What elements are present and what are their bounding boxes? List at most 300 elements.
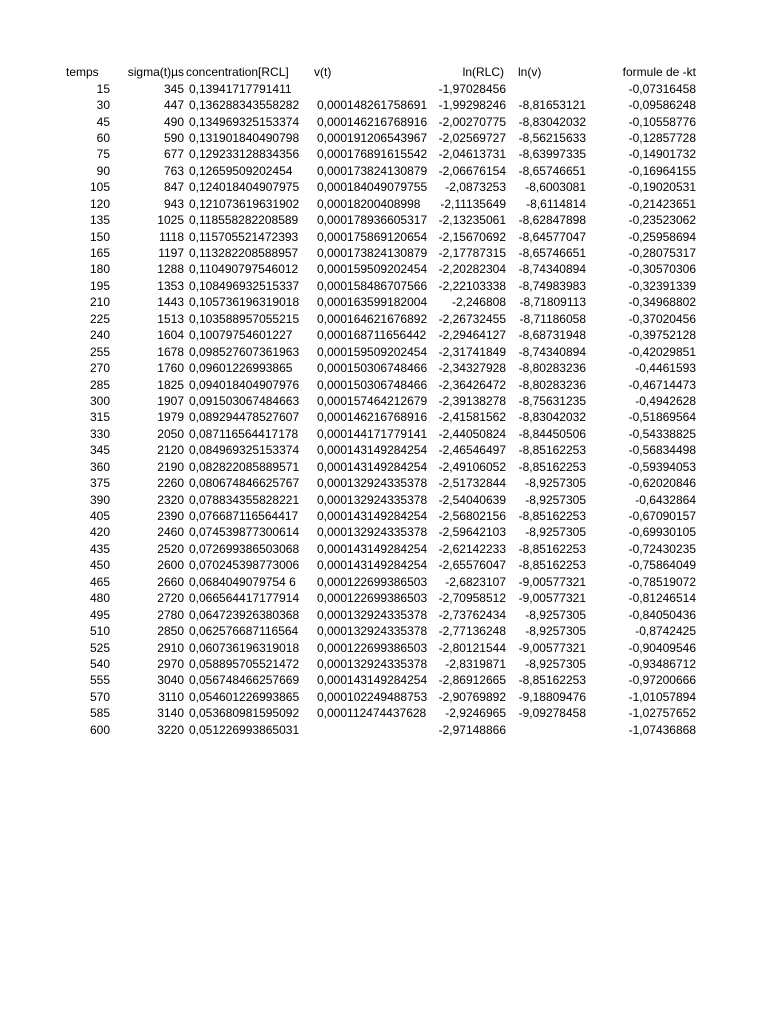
cell-concentration[interactable]: 0,078834355828221	[189, 492, 300, 507]
cell-temps[interactable]: 60	[96, 130, 110, 145]
cell-formula-kt[interactable]: -0,4461593	[635, 361, 696, 376]
cell-formula-kt[interactable]: -0,10558776	[628, 114, 696, 129]
cell-temps[interactable]: 360	[89, 459, 110, 474]
cell-velocity[interactable]: 0,000132924335378	[317, 476, 428, 491]
cell-sigma[interactable]: 2660	[157, 574, 184, 589]
cell-ln-rlc[interactable]: -2,49106052	[438, 459, 506, 474]
cell-ln-v[interactable]: -8,9257305	[525, 607, 586, 622]
cell-concentration[interactable]: 0,074539877300614	[189, 525, 300, 540]
cell-concentration[interactable]: 0,10079754601227	[189, 328, 293, 343]
cell-ln-v[interactable]: -8,6003081	[525, 180, 586, 195]
cell-temps[interactable]: 210	[89, 295, 110, 310]
cell-concentration[interactable]: 0,056748466257669	[189, 673, 300, 688]
cell-formula-kt[interactable]: -1,01057894	[628, 689, 696, 704]
cell-formula-kt[interactable]: -0,97200666	[628, 673, 696, 688]
cell-ln-rlc[interactable]: -2,02569727	[438, 130, 506, 145]
cell-temps[interactable]: 180	[89, 262, 110, 277]
cell-velocity[interactable]: 0,000163599182004	[317, 295, 428, 310]
cell-sigma[interactable]: 1288	[157, 262, 184, 277]
cell-velocity[interactable]: 0,000159509202454	[317, 262, 428, 277]
cell-sigma[interactable]: 490	[163, 114, 184, 129]
cell-velocity[interactable]: 0,000184049079755	[317, 180, 428, 195]
cell-velocity[interactable]: 0,000143149284254	[317, 673, 428, 688]
cell-ln-rlc[interactable]: -2,70958512	[438, 591, 506, 606]
cell-velocity[interactable]: 0,000173824130879	[317, 246, 428, 261]
cell-ln-v[interactable]: -8,85162253	[518, 509, 586, 524]
cell-sigma[interactable]: 1513	[157, 311, 184, 326]
header-concentration[interactable]: concentration[RCL]	[186, 65, 289, 80]
cell-ln-v[interactable]: -8,62847898	[518, 213, 586, 228]
cell-ln-v[interactable]: -8,9257305	[525, 525, 586, 540]
cell-velocity[interactable]: 0,000143149284254	[317, 509, 428, 524]
cell-ln-v[interactable]: -8,68731948	[518, 328, 586, 343]
cell-sigma[interactable]: 447	[163, 98, 184, 113]
cell-temps[interactable]: 600	[89, 722, 110, 737]
cell-concentration[interactable]: 0,080674846625767	[189, 476, 300, 491]
cell-formula-kt[interactable]: -0,42029851	[628, 344, 696, 359]
cell-velocity[interactable]: 0,000150306748466	[317, 361, 428, 376]
cell-ln-v[interactable]: -8,65746651	[518, 163, 586, 178]
spreadsheet-table	[60, 64, 698, 738]
cell-ln-rlc[interactable]: -2,59642103	[438, 525, 506, 540]
cell-temps[interactable]: 525	[89, 640, 110, 655]
cell-ln-rlc[interactable]: -2,80121544	[438, 640, 506, 655]
cell-concentration[interactable]: 0,110490797546012	[189, 262, 299, 277]
cell-ln-rlc[interactable]: -2,39138278	[438, 393, 506, 408]
cell-sigma[interactable]: 345	[163, 81, 184, 96]
cell-formula-kt[interactable]: -0,25958694	[628, 229, 696, 244]
cell-concentration[interactable]: 0,124018404907975	[189, 180, 300, 195]
cell-velocity[interactable]: 0,000191206543967	[317, 130, 428, 145]
cell-formula-kt[interactable]: -0,78519072	[628, 574, 696, 589]
cell-ln-rlc[interactable]: -2,86912665	[438, 673, 506, 688]
cell-ln-rlc[interactable]: -2,65576047	[438, 558, 506, 573]
cell-velocity[interactable]: 0,000150306748466	[317, 377, 428, 392]
cell-formula-kt[interactable]: -0,90409546	[628, 640, 696, 655]
cell-velocity[interactable]: 0,000144171779141	[317, 426, 428, 441]
cell-temps[interactable]: 90	[96, 163, 110, 178]
cell-concentration[interactable]: 0,087116564417178	[189, 426, 299, 441]
cell-temps[interactable]: 255	[89, 344, 110, 359]
cell-velocity[interactable]: 0,000157464212679	[317, 393, 428, 408]
cell-velocity[interactable]: 0,000132924335378	[317, 624, 428, 639]
cell-ln-v[interactable]	[508, 80, 588, 96]
cell-concentration[interactable]: 0,058895705521472	[189, 656, 300, 671]
header-ln-rlc[interactable]: ln(RLC)	[462, 65, 504, 80]
cell-velocity[interactable]: 0,000132924335378	[317, 525, 428, 540]
cell-formula-kt[interactable]: -0,19020531	[628, 180, 696, 195]
header-sigma[interactable]: sigma(t)µs	[127, 65, 184, 80]
cell-temps[interactable]: 270	[89, 361, 110, 376]
cell-temps[interactable]: 30	[96, 98, 110, 113]
cell-formula-kt[interactable]: -0,23523062	[628, 213, 696, 228]
cell-sigma[interactable]: 1678	[157, 344, 184, 359]
cell-ln-v[interactable]: -8,56215633	[518, 130, 586, 145]
cell-concentration[interactable]: 0,091503067484663	[189, 393, 300, 408]
cell-ln-v[interactable]: -8,71809113	[519, 295, 586, 310]
cell-sigma[interactable]: 2120	[157, 443, 184, 458]
cell-formula-kt[interactable]: -0,46714473	[628, 377, 696, 392]
cell-sigma[interactable]: 2720	[157, 591, 184, 606]
cell-ln-rlc[interactable]: -2,62142233	[438, 541, 506, 556]
header-temps[interactable]: temps	[66, 65, 99, 80]
table-row	[60, 393, 698, 409]
cell-sigma[interactable]: 2260	[157, 476, 184, 491]
cell-ln-v[interactable]: -9,09278458	[518, 706, 586, 721]
cell-ln-v[interactable]: -8,80283236	[518, 361, 586, 376]
cell-ln-rlc[interactable]: -1,97028456	[438, 81, 506, 96]
cell-ln-v[interactable]: -8,85162253	[518, 443, 586, 458]
cell-formula-kt[interactable]: -0,69930105	[628, 525, 696, 540]
cell-sigma[interactable]: 2780	[157, 607, 184, 622]
cell-formula-kt[interactable]: -0,6432864	[635, 492, 696, 507]
cell-ln-v[interactable]: -8,63997335	[518, 147, 586, 162]
cell-ln-rlc[interactable]: -2,77136248	[438, 624, 506, 639]
cell-ln-rlc[interactable]: -2,13235061	[438, 213, 506, 228]
cell-concentration[interactable]: 0,098527607361963	[189, 344, 300, 359]
cell-formula-kt[interactable]: -0,28075317	[628, 246, 696, 261]
cell-sigma[interactable]: 1825	[157, 377, 184, 392]
cell-concentration[interactable]: 0,070245398773006	[189, 558, 300, 573]
cell-ln-v[interactable]: -9,00577321	[518, 640, 586, 655]
cell-concentration[interactable]: 0,12659509202454	[189, 163, 293, 178]
cell-sigma[interactable]: 2190	[157, 459, 184, 474]
cell-sigma[interactable]: 3220	[157, 722, 184, 737]
cell-temps[interactable]: 225	[89, 311, 110, 326]
cell-ln-rlc[interactable]: -2,0873253	[445, 180, 506, 195]
cell-sigma[interactable]: 943	[163, 196, 184, 211]
cell-formula-kt[interactable]: -0,81246514	[628, 591, 696, 606]
cell-ln-rlc[interactable]: -2,04613731	[438, 147, 506, 162]
cell-ln-rlc[interactable]: -2,34327928	[438, 361, 506, 376]
cell-formula-kt[interactable]: -0,75864049	[628, 558, 696, 573]
cell-sigma[interactable]: 2970	[157, 656, 184, 671]
cell-temps[interactable]: 150	[89, 229, 110, 244]
cell-ln-rlc[interactable]: -2,26732455	[438, 311, 506, 326]
cell-temps[interactable]: 135	[89, 213, 110, 228]
table-row	[60, 146, 698, 162]
cell-concentration[interactable]: 0,072699386503068	[189, 541, 300, 556]
cell-sigma[interactable]: 3040	[157, 673, 184, 688]
cell-temps[interactable]: 480	[89, 591, 110, 606]
cell-concentration[interactable]: 0,053680981595092	[189, 706, 300, 721]
cell-formula-kt[interactable]: -0,56834498	[628, 443, 696, 458]
cell-ln-v[interactable]: -8,9257305	[525, 624, 586, 639]
cell-formula-kt[interactable]: -0,37020456	[628, 311, 696, 326]
cell-ln-rlc[interactable]: -1,99298246	[438, 98, 506, 113]
cell-concentration[interactable]: 0,054601226993865	[189, 689, 300, 704]
cell-ln-rlc[interactable]: -2,17787315	[438, 246, 506, 261]
cell-ln-rlc[interactable]: -2,97148866	[438, 722, 506, 737]
cell-temps[interactable]: 45	[96, 114, 110, 129]
cell-formula-kt[interactable]: -0,67090157	[628, 509, 696, 524]
cell-velocity[interactable]: 0,00018200408998	[317, 196, 421, 211]
cell-temps[interactable]: 585	[89, 706, 110, 721]
header-ln-v[interactable]: ln(v)	[518, 65, 542, 80]
cell-ln-rlc[interactable]: -2,90769892	[438, 689, 506, 704]
cell-concentration[interactable]: 0,134969325153374	[189, 114, 300, 129]
cell-ln-v[interactable]: -8,83042032	[518, 114, 586, 129]
cell-temps[interactable]: 435	[89, 541, 110, 556]
cell-formula-kt[interactable]: -0,84050436	[628, 607, 696, 622]
cell-ln-v[interactable]: -8,64577047	[518, 229, 586, 244]
cell-concentration[interactable]: 0,129233128834356	[189, 147, 300, 162]
cell-concentration[interactable]: 0,121073619631902	[189, 196, 300, 211]
cell-ln-v[interactable]: -8,9257305	[525, 476, 586, 491]
cell-sigma[interactable]: 1025	[157, 213, 184, 228]
cell-sigma[interactable]: 3110	[158, 689, 184, 704]
cell-sigma[interactable]: 2460	[157, 525, 184, 540]
cell-formula-kt[interactable]: -0,4942628	[635, 393, 696, 408]
cell-concentration[interactable]: 0,136288343558282	[189, 98, 300, 113]
cell-ln-rlc[interactable]: -2,22103338	[438, 278, 506, 293]
cell-temps[interactable]: 240	[89, 328, 110, 343]
cell-formula-kt[interactable]: -0,30570306	[628, 262, 696, 277]
cell-concentration[interactable]: 0,13941717791411	[189, 81, 292, 96]
cell-ln-rlc[interactable]: -2,31741849	[438, 344, 506, 359]
table-row	[60, 80, 698, 96]
cell-temps[interactable]: 465	[89, 574, 110, 589]
cell-temps[interactable]: 315	[89, 410, 110, 425]
cell-ln-v[interactable]: -8,9257305	[525, 492, 586, 507]
cell-sigma[interactable]: 847	[163, 180, 184, 195]
cell-sigma[interactable]: 1118	[159, 229, 184, 244]
cell-ln-v[interactable]: -8,9257305	[525, 656, 586, 671]
cell-temps[interactable]: 510	[89, 624, 110, 639]
cell-ln-rlc[interactable]: -2,11135649	[440, 196, 506, 211]
table-row	[60, 656, 698, 672]
cell-concentration[interactable]: 0,115705521472393	[189, 229, 299, 244]
cell-concentration[interactable]: 0,051226993865031	[189, 722, 300, 737]
cell-ln-rlc[interactable]: -2,56802156	[438, 509, 506, 524]
cell-ln-v[interactable]: -8,85162253	[518, 541, 586, 556]
cell-sigma[interactable]: 1979	[157, 410, 184, 425]
cell-ln-v[interactable]: -8,84450506	[518, 426, 586, 441]
cell-ln-v[interactable]	[508, 722, 588, 738]
cell-ln-v[interactable]: -8,85162253	[518, 673, 586, 688]
cell-ln-rlc[interactable]: -2,8319871	[445, 656, 506, 671]
cell-velocity[interactable]	[314, 80, 434, 96]
cell-concentration[interactable]: 0,064723926380368	[189, 607, 300, 622]
cell-velocity[interactable]: 0,000143149284254	[317, 459, 428, 474]
cell-concentration[interactable]: 0,105736196319018	[189, 295, 300, 310]
cell-ln-v[interactable]: -9,00577321	[518, 574, 586, 589]
cell-ln-rlc[interactable]: -2,00270775	[438, 114, 506, 129]
cell-formula-kt[interactable]: -0,54338825	[628, 426, 696, 441]
cell-ln-v[interactable]: -8,75631235	[518, 393, 586, 408]
cell-temps[interactable]: 450	[89, 558, 110, 573]
cell-velocity[interactable]	[314, 722, 434, 738]
cell-temps[interactable]: 330	[89, 426, 110, 441]
cell-temps[interactable]: 120	[89, 196, 110, 211]
cell-temps[interactable]: 165	[89, 246, 110, 261]
cell-concentration[interactable]: 0,089294478527607	[189, 410, 300, 425]
cell-ln-v[interactable]: -8,83042032	[518, 410, 586, 425]
cell-ln-rlc[interactable]: -2,29464127	[438, 328, 506, 343]
cell-formula-kt[interactable]: -1,02757652	[628, 706, 696, 721]
cell-concentration[interactable]: 0,0684049079754 6	[189, 574, 296, 589]
cell-velocity[interactable]: 0,000132924335378	[317, 492, 428, 507]
table-row	[60, 590, 698, 606]
cell-concentration[interactable]: 0,103588957055215	[189, 311, 300, 326]
cell-formula-kt[interactable]: -0,72430235	[628, 541, 696, 556]
cell-ln-rlc[interactable]: -2,36426472	[438, 377, 506, 392]
table-row	[60, 343, 698, 359]
cell-sigma[interactable]: 2390	[157, 509, 184, 524]
table-row	[60, 228, 698, 244]
cell-velocity[interactable]: 0,000146216768916	[317, 410, 428, 425]
cell-temps[interactable]: 390	[89, 492, 110, 507]
cell-sigma[interactable]: 1907	[157, 393, 184, 408]
cell-temps[interactable]: 195	[89, 278, 110, 293]
header-formula-kt[interactable]: formule de -kt	[622, 65, 696, 80]
cell-formula-kt[interactable]: -0,09586248	[628, 98, 696, 113]
cell-sigma[interactable]: 2850	[157, 624, 184, 639]
cell-formula-kt[interactable]: -0,93486712	[628, 656, 696, 671]
cell-velocity[interactable]: 0,000164621676892	[317, 311, 428, 326]
cell-velocity[interactable]: 0,000112474437628	[317, 706, 427, 721]
cell-ln-v[interactable]: -8,71186058	[519, 311, 586, 326]
cell-velocity[interactable]: 0,000159509202454	[317, 344, 428, 359]
cell-temps[interactable]: 420	[89, 525, 110, 540]
cell-ln-rlc[interactable]: -2,20282304	[438, 262, 506, 277]
table-row	[60, 426, 698, 442]
cell-formula-kt[interactable]: -0,16964155	[628, 163, 696, 178]
cell-formula-kt[interactable]: -0,07316458	[628, 81, 696, 96]
cell-temps[interactable]: 75	[96, 147, 110, 162]
cell-concentration[interactable]: 0,066564417177914	[189, 591, 300, 606]
cell-sigma[interactable]: 1760	[157, 361, 184, 376]
cell-formula-kt[interactable]: -0,8742425	[635, 624, 696, 639]
cell-sigma[interactable]: 590	[163, 130, 184, 145]
cell-sigma[interactable]: 677	[163, 147, 184, 162]
cell-velocity[interactable]: 0,000143149284254	[317, 558, 428, 573]
cell-velocity[interactable]: 0,000178936605317	[317, 213, 428, 228]
cell-sigma[interactable]: 2520	[157, 541, 184, 556]
cell-concentration[interactable]: 0,084969325153374	[189, 443, 300, 458]
cell-ln-rlc[interactable]: -2,9246965	[445, 706, 506, 721]
cell-velocity[interactable]: 0,000132924335378	[317, 656, 428, 671]
cell-ln-rlc[interactable]: -2,6823107	[445, 574, 506, 589]
cell-ln-v[interactable]: -8,80283236	[518, 377, 586, 392]
cell-ln-rlc[interactable]: -2,41581562	[438, 410, 506, 425]
cell-ln-rlc[interactable]: -2,51732844	[438, 476, 506, 491]
cell-velocity[interactable]: 0,000143149284254	[317, 541, 428, 556]
cell-concentration[interactable]: 0,118558282208589	[189, 213, 299, 228]
cell-temps[interactable]: 570	[89, 689, 110, 704]
cell-concentration[interactable]: 0,09601226993865	[189, 361, 293, 376]
cell-sigma[interactable]: 1353	[157, 278, 184, 293]
cell-concentration[interactable]: 0,060736196319018	[189, 640, 300, 655]
cell-formula-kt[interactable]: -0,32391339	[628, 278, 696, 293]
cell-sigma[interactable]: 1443	[157, 295, 184, 310]
cell-sigma[interactable]: 1197	[158, 246, 184, 261]
cell-temps[interactable]: 495	[89, 607, 110, 622]
cell-ln-rlc[interactable]: -2,246808	[451, 295, 506, 310]
cell-velocity[interactable]: 0,000148261758691	[317, 98, 428, 113]
table-row	[60, 459, 698, 475]
cell-velocity[interactable]: 0,000132924335378	[317, 607, 428, 622]
cell-temps[interactable]: 300	[89, 393, 110, 408]
cell-sigma[interactable]: 1604	[157, 328, 184, 343]
table-row	[60, 327, 698, 343]
table-row	[60, 163, 698, 179]
cell-formula-kt[interactable]: -0,34968802	[628, 295, 696, 310]
cell-velocity[interactable]: 0,000122699386503	[317, 591, 428, 606]
cell-concentration[interactable]: 0,113282208588957	[189, 246, 299, 261]
cell-ln-rlc[interactable]: -2,73762434	[438, 607, 506, 622]
cell-ln-v[interactable]: -8,81653121	[518, 98, 586, 113]
header-velocity[interactable]: v(t)	[314, 65, 332, 80]
cell-formula-kt[interactable]: -0,62020846	[628, 476, 696, 491]
cell-ln-v[interactable]: -9,00577321	[518, 591, 586, 606]
cell-ln-rlc[interactable]: -2,06676154	[438, 163, 506, 178]
cell-temps[interactable]: 15	[96, 81, 110, 96]
cell-temps[interactable]: 345	[89, 443, 110, 458]
cell-temps[interactable]: 540	[89, 656, 110, 671]
cell-sigma[interactable]: 3140	[157, 706, 184, 721]
cell-ln-v[interactable]: -8,65746651	[518, 246, 586, 261]
cell-formula-kt[interactable]: -0,21423651	[628, 196, 696, 211]
cell-ln-v[interactable]: -8,74340894	[518, 262, 586, 277]
cell-ln-v[interactable]: -8,6114814	[526, 196, 586, 211]
cell-temps[interactable]: 405	[89, 509, 110, 524]
cell-formula-kt[interactable]: -0,51869564	[628, 410, 696, 425]
cell-velocity[interactable]: 0,000122699386503	[317, 640, 428, 655]
cell-ln-rlc[interactable]: -2,54040639	[438, 492, 506, 507]
cell-temps[interactable]: 375	[89, 476, 110, 491]
cell-ln-v[interactable]: -8,74983983	[518, 278, 586, 293]
cell-velocity[interactable]: 0,000176891615542	[317, 147, 428, 162]
cell-temps[interactable]: 105	[89, 180, 110, 195]
cell-ln-v[interactable]: -8,74340894	[518, 344, 586, 359]
table-row	[60, 294, 698, 310]
cell-velocity[interactable]: 0,000143149284254	[317, 443, 428, 458]
cell-formula-kt[interactable]: -0,12857728	[628, 130, 696, 145]
cell-formula-kt[interactable]: -0,39752128	[628, 328, 696, 343]
cell-ln-rlc[interactable]: -2,15670692	[438, 229, 506, 244]
cell-velocity[interactable]: 0,000173824130879	[317, 163, 428, 178]
cell-concentration[interactable]: 0,094018404907976	[189, 377, 300, 392]
cell-temps[interactable]: 555	[89, 673, 110, 688]
cell-ln-v[interactable]: -9,18809476	[518, 689, 586, 704]
cell-formula-kt[interactable]: -1,07436868	[628, 722, 696, 737]
cell-concentration[interactable]: 0,076687116564417	[189, 509, 299, 524]
cell-ln-rlc[interactable]: -2,46546497	[438, 443, 506, 458]
cell-ln-v[interactable]: -8,85162253	[518, 558, 586, 573]
cell-temps[interactable]: 285	[89, 377, 110, 392]
cell-velocity[interactable]: 0,000102249488753	[317, 689, 428, 704]
cell-concentration[interactable]: 0,082822085889571	[189, 459, 300, 474]
cell-sigma[interactable]: 2910	[157, 640, 184, 655]
cell-velocity[interactable]: 0,000175869120654	[317, 229, 428, 244]
cell-concentration[interactable]: 0,062576687116564	[189, 624, 299, 639]
cell-velocity[interactable]: 0,000168711656442	[317, 328, 427, 343]
cell-sigma[interactable]: 2600	[157, 558, 184, 573]
cell-ln-v[interactable]: -8,85162253	[518, 459, 586, 474]
cell-formula-kt[interactable]: -0,14901732	[628, 147, 696, 162]
cell-sigma[interactable]: 763	[163, 163, 184, 178]
cell-velocity[interactable]: 0,000158486707566	[317, 278, 428, 293]
cell-velocity[interactable]: 0,000146216768916	[317, 114, 428, 129]
cell-concentration[interactable]: 0,108496932515337	[189, 278, 300, 293]
cell-concentration[interactable]: 0,131901840490798	[189, 130, 300, 145]
cell-sigma[interactable]: 2050	[157, 426, 184, 441]
cell-velocity[interactable]: 0,000122699386503	[317, 574, 428, 589]
cell-ln-rlc[interactable]: -2,44050824	[438, 426, 506, 441]
cell-formula-kt[interactable]: -0,59394053	[628, 459, 696, 474]
cell-sigma[interactable]: 2320	[157, 492, 184, 507]
